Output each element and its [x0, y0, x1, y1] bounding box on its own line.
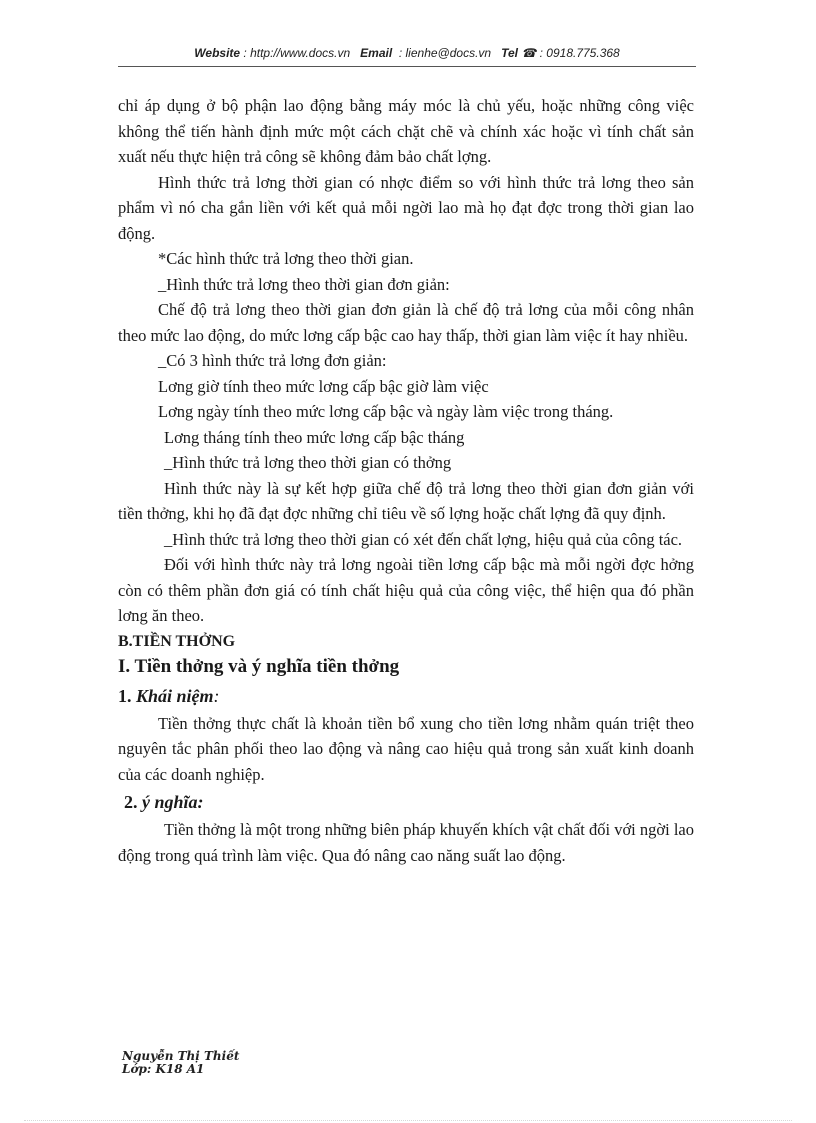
- subheading-number: 1.: [118, 685, 132, 706]
- tel-label: Tel: [501, 46, 518, 60]
- footer-divider: [24, 1120, 792, 1121]
- paragraph-quality-pay: _Hình thức trả lơng theo thời gian có xét đến chất lợng, hiệu quả của công tác.: [164, 529, 683, 549]
- subheading-title: Khái niệm: [136, 685, 214, 706]
- page-header: [118, 46, 696, 66]
- paragraph-meaning: Tiền thởng là một trong những biên pháp khuyến khích vật chất đối với ngời lao động trong quá trình làm việc. Qua đó nâng cao năng suất lao động.: [118, 820, 694, 865]
- paragraph-simple-time-pay: _Hình thức trả lơng theo thời gian đơn giản:: [158, 274, 450, 294]
- paragraph-time-pay-forms: *Các hình thức trả lơng theo thời gian.: [158, 249, 414, 268]
- subheading-number: 2.: [124, 792, 138, 812]
- paragraph-monthly-wage: Lơng tháng tính theo mức lơng cấp bậc tháng: [164, 427, 465, 447]
- paragraph-bonus-combination: Hình thức này là sự kết hợp giữa chế độ trả lơng theo thời gian đơn giản với tiền thởng, khi họ đã đạt đợc những chỉ tiêu về số lợng hoặc chất lợng đã quy định.: [118, 478, 694, 523]
- website-label: Website: [194, 46, 241, 60]
- paragraph-three-forms: _Có 3 hình thức trả lơng đơn giản:: [158, 351, 387, 370]
- paragraph-concept: Tiền thởng thực chất là khoản tiền bổ xung cho tiền lơng nhằm quán triệt theo nguyên tắc phân phối theo lao động và nâng cao hiệu quả trong sản xuất kinh doanh của các doanh nghiệp.: [118, 713, 694, 784]
- paragraph-hourly-wage: Lơng giờ tính theo mức lơng cấp bậc giờ làm việc: [158, 376, 489, 396]
- paragraph-daily-wage: Lơng ngày tính theo mức lơng cấp bậc và ngày làm việc trong tháng.: [158, 402, 614, 421]
- author-class: Lớp: K18 A1: [122, 1062, 205, 1076]
- paragraph-simple-time-regime: Chế độ trả lơng theo thời gian đơn giản là chế độ trả lơng của mỗi công nhân theo mức lao động, do mức lơng cấp bậc cao hay thấp, thời gian làm việc ít hay nhiều.: [118, 300, 694, 345]
- section-heading-b: B.TIỀN THỞNG: [118, 632, 236, 650]
- website-url[interactable]: : http://www.docs.vn: [243, 46, 351, 60]
- subheading-title: ý nghĩa:: [142, 792, 204, 812]
- paragraph-quality-pay-detail: Đối với hình thức này trả lơng ngoài tiền lơng cấp bậc mà mỗi ngời đợc hởng còn có thêm phần đơn giá có tính chất hiệu quả của công việc, thể hiện qua đó phần lơng ăn theo.: [118, 555, 694, 625]
- paragraph-time-pay-bonus: _Hình thức trả lơng theo thời gian có thởng: [164, 453, 452, 472]
- subheading-suffix: :: [213, 685, 220, 706]
- section-heading-i: I. Tiền thởng và ý nghĩa tiền thởng: [118, 655, 400, 677]
- author-signature: [122, 1050, 239, 1076]
- subheading-concept: [118, 681, 694, 711]
- email-address[interactable]: : lienhe@docs.vn: [398, 46, 492, 60]
- email-label: Email: [360, 46, 393, 60]
- subheading-meaning: [118, 787, 694, 817]
- paragraph-continuation: chỉ áp dụng ở bộ phận lao động bằng máy móc là chủ yếu, hoặc những công việc không thể tiến hành định mức một cách chặt chẽ và chính xác hoặc vì tính chất sản xuất nếu thực hiện trả công sẽ không đảm bảo chất lợng.: [118, 96, 694, 166]
- phone-number: : 0918.775.368: [539, 46, 620, 60]
- document-body: [118, 93, 694, 868]
- paragraph-time-pay-drawback: Hình thức trả lơng thời gian có nhợc điểm so với hình thức trả lơng theo sản phẩm vì nó cha gắn liền với kết quả mỗi ngời lao mà họ đạt đợc trong thời gian lao động.: [118, 172, 694, 243]
- author-name: Nguyễn Thị Thiết: [122, 1049, 240, 1063]
- header-divider: [118, 66, 696, 67]
- phone-icon: ☎: [521, 46, 537, 60]
